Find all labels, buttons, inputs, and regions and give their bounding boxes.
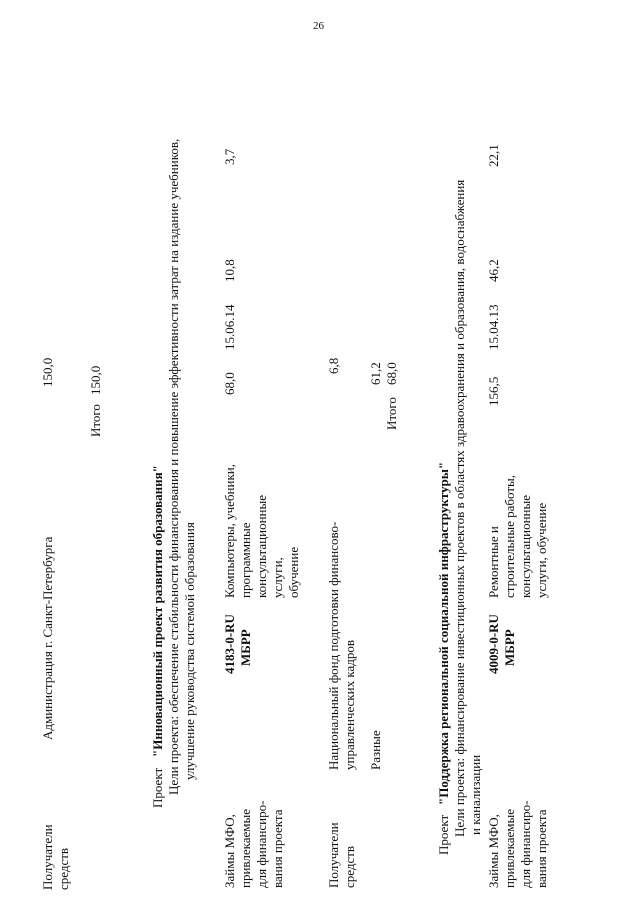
recipients-label-line2: средств <box>56 847 71 890</box>
project1-recipient2-name: Разные <box>368 730 383 770</box>
project1-loan-org: МБРР <box>238 629 253 666</box>
project2-loans-label-3: для финансиро- <box>518 800 533 888</box>
project2-loan-item-2: строительные работы, <box>502 474 517 598</box>
project1-loan-item-4: услуги, <box>270 557 285 598</box>
project1-loan-value-3: 10,8 <box>222 259 237 282</box>
project2-goals-line1: Цели проекта: финансирование инвестиционных проектов в областях здравоохранения и образования, водоснабжения <box>452 179 467 837</box>
project2-loan-code: 4009-0-RU <box>486 614 501 674</box>
project1-goals-line2: улучшение руководства системой образования <box>182 522 197 780</box>
project1-total-label: Итого <box>384 397 399 430</box>
project2-loan-value-3: 46,2 <box>486 259 501 282</box>
project2-loan-item-3: консультационные <box>518 494 533 598</box>
project1-loans-label-4: вания проекта <box>270 809 285 888</box>
project2-loan-org: МБРР <box>502 629 517 666</box>
total-amount: 150,0 <box>88 365 103 395</box>
project1-loan-date: 15.06.14 <box>222 304 237 350</box>
recipient-amount: 150,0 <box>40 357 55 387</box>
total-label: Итого <box>88 404 103 437</box>
project1-recipient2-amount: 61,2 <box>368 362 383 385</box>
project1-title: "Инновационный проект развития образования" <box>150 465 165 757</box>
project2-title: "Поддержка региональной социальной инфраструктуры" <box>436 461 451 805</box>
project1-recipient1-line1: Национальный фонд подготовки финансово- <box>326 521 341 770</box>
recipient-name: Администрация г. Санкт-Петербурга <box>40 536 55 740</box>
project1-loan-amount: 68,0 <box>222 372 237 395</box>
project1-loan-item-2: программные <box>238 522 253 598</box>
project1-goals-line1: Цели проекта: обеспечение стабильности финансирования и повышение эффективности затрат на издание учебников, <box>166 138 181 795</box>
project1-recipient1-amount: 6,8 <box>326 357 341 374</box>
project2-loan-item-1: Ремонтные и <box>486 526 501 598</box>
project1-loans-label-3: для финансиро- <box>254 800 269 888</box>
project2-loans-label-4: вания проекта <box>534 809 549 888</box>
project2-loan-value-4: 22,1 <box>486 144 501 167</box>
project1-recipients-label-2: средств <box>342 845 357 888</box>
page-number: 26 <box>313 20 324 32</box>
project2-loans-label-2: привлекаемые <box>502 808 517 888</box>
project1-loan-item-3: консультационные <box>254 494 269 598</box>
project1-loan-value-4: 3,7 <box>222 148 237 165</box>
project1-total-amount: 68,0 <box>384 362 399 385</box>
project2-goals-line2: и канализации <box>468 754 483 835</box>
project2-loan-item-4: услуги, обучение <box>534 502 549 598</box>
project1-loan-code: 4183-0-RU <box>222 614 237 674</box>
recipients-label-line1: Получатели <box>40 824 55 890</box>
project2-loan-date: 15.04.13 <box>486 304 501 350</box>
project2-prefix: Проект <box>436 814 451 855</box>
project1-loan-item-5: обучение <box>286 546 301 598</box>
project2-loan-amount: 156,5 <box>486 376 501 406</box>
project1-loan-item-1: Компьютеры, учебники, <box>222 464 237 598</box>
project1-loans-label-1: Займы МФО, <box>222 814 237 888</box>
project1-prefix: Проект <box>150 767 165 808</box>
project1-recipient1-line2: управленческих кадров <box>342 640 357 770</box>
project2-loans-label-1: Займы МФО, <box>486 814 501 888</box>
project1-loans-label-2: привлекаемые <box>238 808 253 888</box>
project1-recipients-label-1: Получатели <box>326 822 341 888</box>
